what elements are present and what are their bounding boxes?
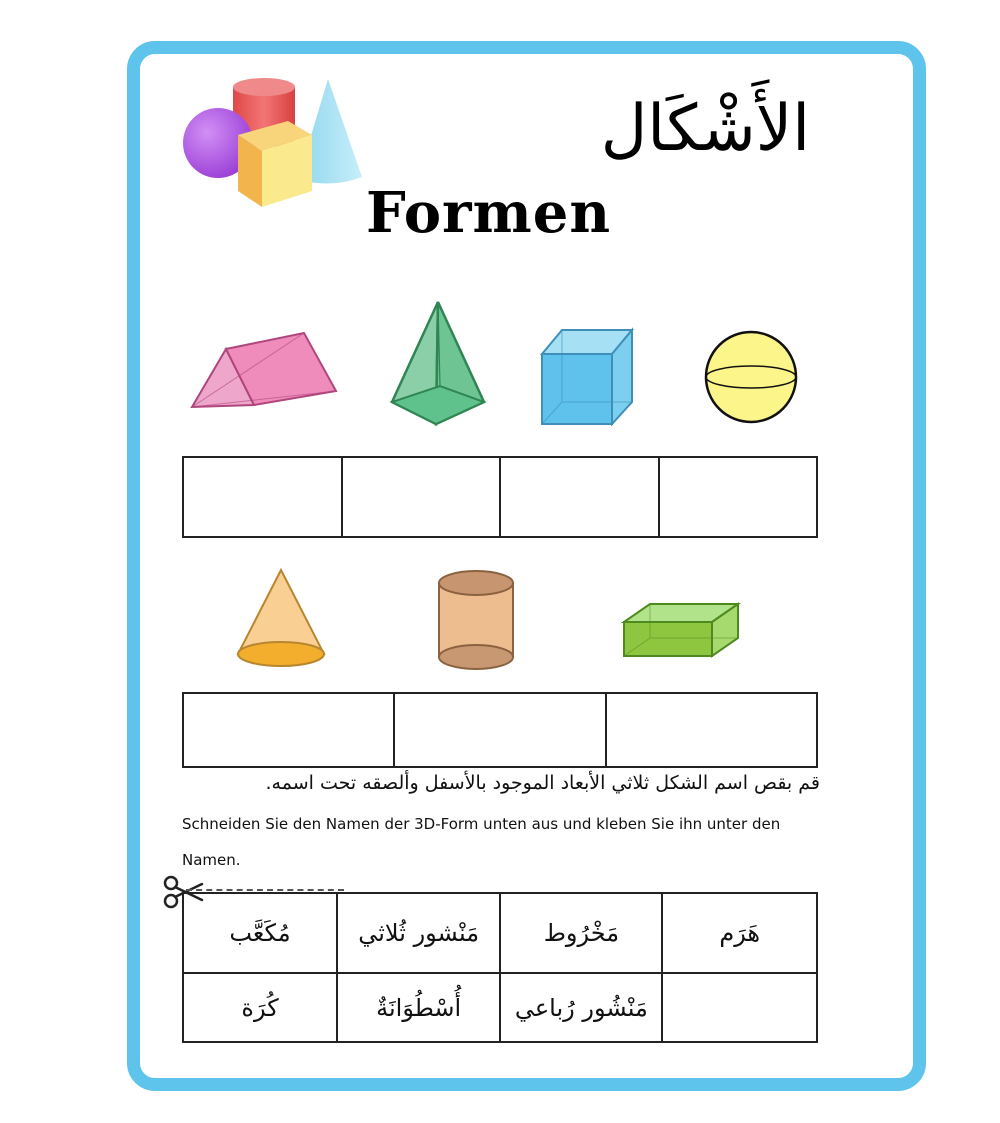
word-card[interactable]: هَرَم [662, 893, 817, 973]
word-card[interactable]: مَنْشور ثُلاثي [337, 893, 500, 973]
shapes-illustration-icon [180, 75, 365, 210]
word-card[interactable]: مَخْرُوط [500, 893, 662, 973]
cone-icon [234, 566, 329, 671]
word-card[interactable] [662, 973, 817, 1042]
answer-box[interactable] [500, 457, 659, 537]
page-title-german: Formen [366, 180, 612, 246]
word-card[interactable]: أُسْطُوَانَةٌ [337, 973, 500, 1042]
cube-icon [538, 326, 636, 426]
answer-box[interactable] [342, 457, 501, 537]
rectangular-prism-icon [620, 600, 742, 660]
instructions-german: Schneiden Sie den Namen der 3D-Form unten aus und kleben Sie ihn unter den Namen. [182, 815, 781, 869]
word-card[interactable]: مُكَعَّب [183, 893, 337, 973]
instructions-arabic: قم بقص اسم الشكل ثلاثي الأبعاد الموجود بالأسفل وألصقه تحت اسمه. [265, 772, 820, 794]
cut-line [186, 889, 344, 891]
answer-box[interactable] [659, 457, 818, 537]
word-card[interactable]: كُرَة [183, 973, 337, 1042]
cylinder-icon [434, 567, 518, 673]
answer-box[interactable] [394, 693, 605, 767]
answer-box[interactable] [183, 693, 394, 767]
word-cards-table [182, 892, 818, 1043]
answer-boxes-row-2 [182, 692, 818, 768]
pyramid-icon [388, 298, 488, 428]
answer-box[interactable] [183, 457, 342, 537]
word-card[interactable]: مَنْشُور رُباعي [500, 973, 662, 1042]
answer-box[interactable] [606, 693, 817, 767]
page-title-arabic: الأَشْكَال [600, 92, 810, 166]
triangular-prism-icon [188, 325, 343, 415]
sphere-icon [702, 328, 802, 428]
answer-boxes-row-1 [182, 456, 818, 538]
